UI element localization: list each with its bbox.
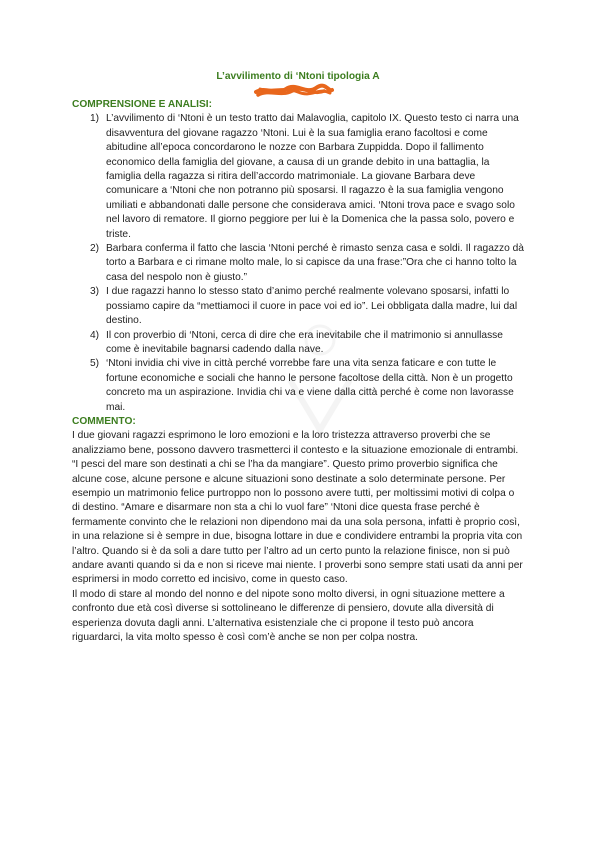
list-item: [72, 112, 524, 242]
document-title: L’avvilimento di ‘Ntoni tipologia A: [216, 71, 380, 82]
comprehension-list: [72, 112, 524, 415]
commentary-paragraph: Il modo di stare al mondo del nonno e del nipote sono molto diversi, in ogni situazione mettere a confronto due età così diverse si sottolineano le differenze di pensiero, dovute alla diversità di esperienza dovuta dagli anni. L’alternativa esistenziale che ci propone il testo può ancora riguardarci, la vita molto spesso è così com’è anche se non per colpa nostra.: [72, 588, 505, 644]
commentary-heading: COMMENTO:: [72, 415, 136, 427]
item-text: ‘Ntoni invidia chi vive in città perché vorrebbe fare una vita senza faticare e con tutte le fortune economiche e sociali che hanno le persone facoltose della città. Non è un progetto concreto ma un aspirazione. Invidia chi va e viene dalla città perché è come non lavorasse mai.: [106, 358, 514, 413]
item-number: 4): [90, 329, 100, 341]
list-item: [72, 285, 524, 328]
item-number: 3): [90, 286, 100, 298]
list-item: [72, 329, 524, 358]
item-text: Barbara conferma il fatto che lascia ‘Ntoni perché è rimasto senza casa e soldi. Il ragazzo dà torto a Barbara e ci rimane molto male, lo si capisce da una frase:”Ora che ci hanno tolto la casa del nespolo non è giusto.”: [106, 243, 524, 283]
commentary-paragraph: I due giovani ragazzi esprimono le loro emozioni e la loro tristezza attraverso proverbi che se analizziamo bene, possono davvero trasmetterci il contesto e la situazione emozionale di entrambi. “I pesci del mare son destinati a chi se l’ha da mangiare”. Questo primo proverbio significa che alcune cose, alcune persone e alcune situazioni sono destinate a solo determinate persone. Per esempio un matrimonio felice purtroppo non lo possono avere tutti, per moltissimi motivi di colpa o di destino. “Amare e disarmare non sta a chi lo vuol fare” ‘Ntoni dice questa frase perché è fermamente convinto che le relazioni non dipendono mai da una sola persona, infatti è proprio così, in una relazione si è sempre in due, bisogna lottare in due e condividere entrambi la propria vita con l’altro. Quando si è da soli a dare tutto per l’altro ad un certo punto la relazione finisce, non si può andare avanti quando si da e non si riceve mai niente. I proverbi sono sempre stati usati da anni per esprimersi in modo corretto ed incisivo, come in questo caso.: [72, 430, 523, 586]
redaction-scribble: [254, 83, 334, 99]
item-number: 1): [90, 113, 100, 125]
list-item: [72, 357, 524, 415]
item-number: 5): [90, 358, 100, 370]
item-text: Il con proverbio di ‘Ntoni, cerca di dire che era inevitabile che il matrimonio si annullasse come è inevitabile bagnarsi cadendo dalla nave.: [106, 329, 503, 355]
list-item: [72, 242, 524, 285]
item-text: L’avvilimento di ‘Ntoni è un testo tratto dai Malavoglia, capitolo IX. Questo testo ci narra una disavventura del giovane ragazzo ‘Ntoni. Lui è la sua famiglia erano facoltosi e come abitudine all’epoca concordarono le nozze con Barbara Zuppidda. Dopo il fallimento economico della famiglia del giovane, a causa di un grande debito in una battaglia, la famiglia della ragazza si ritira dell’accordo matrimoniale. La giovane Barbara deve comunicare a ‘Ntoni che non potranno più sposarsi. Il ragazzo è la sua famiglia vengono umiliati e abbandonati dalle persone che considerava amici. ‘Ntoni trova pace e svago solo nel lavoro di rematore. Il giorno peggiore per lui è la Domenica che la passa solo, povero e triste.: [106, 113, 519, 240]
document-body: [72, 98, 524, 645]
comprehension-heading: COMPRENSIONE E ANALISI:: [72, 99, 212, 110]
item-text: I due ragazzi hanno lo stesso stato d’animo perché realmente volevano sposarsi, infatti lo possiamo capire da “mettiamoci il cuore in pace voi ed io”. Lei obbligata dalla madre, lui dal destino.: [106, 286, 518, 327]
item-number: 2): [90, 243, 100, 255]
